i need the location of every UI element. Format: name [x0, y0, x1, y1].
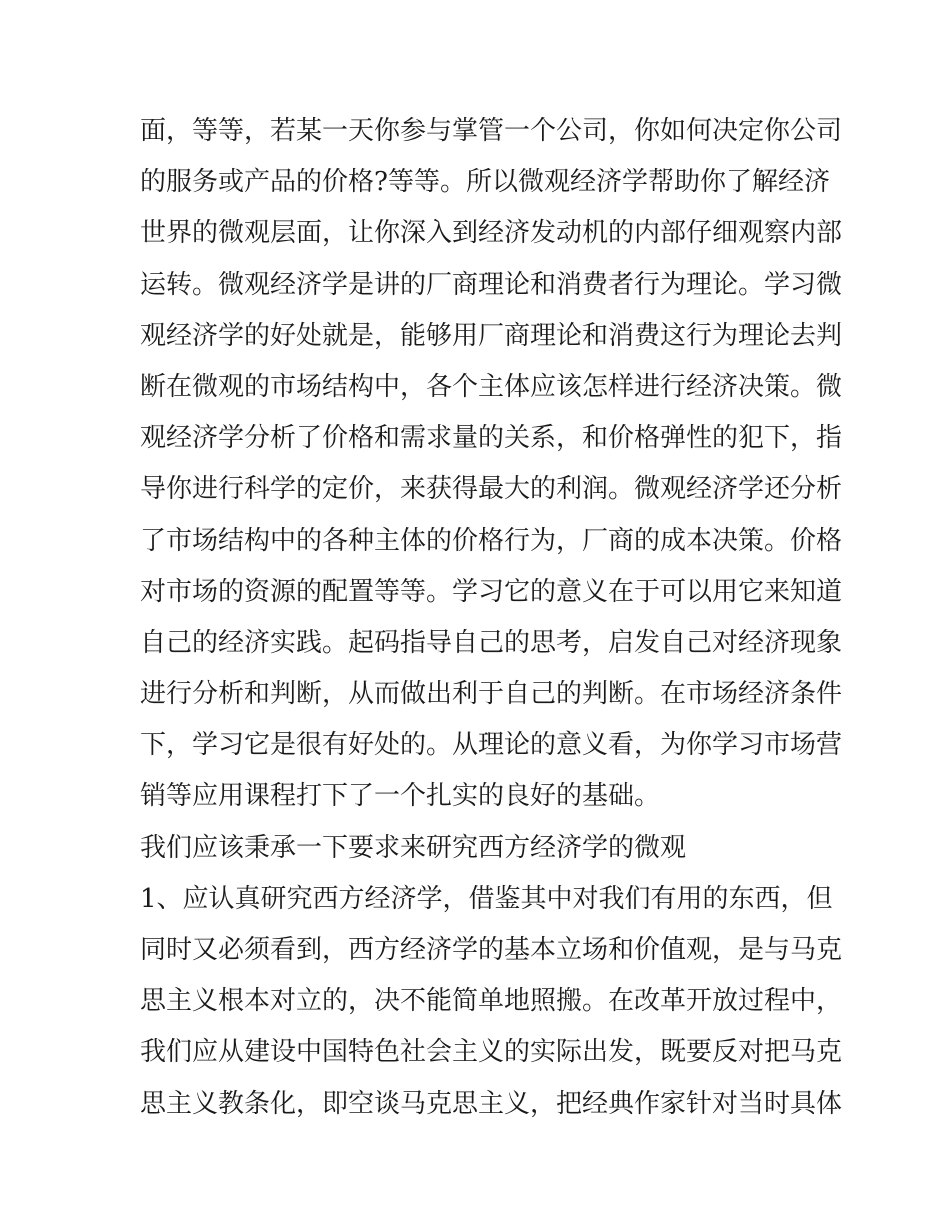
text-line: 下，学习它是很有好处的。从理论的意义看，为你学习市场营	[140, 730, 843, 761]
text-line: 同时又必须看到，西方经济学的基本立场和价值观，是与马克	[140, 935, 843, 965]
text-line: 我们应该秉承一下要求来研究西方经济学的微观	[140, 832, 687, 863]
text-line: 的服务或产品的价格?等等。所以微观经济学帮助你了解经济	[140, 167, 830, 198]
text-line: 自己的经济实践。起码指导自己的思考，启发自己对经济现象	[140, 627, 843, 658]
text-line: 对市场的资源的配置等等。学习它的意义在于可以用它来知道	[140, 576, 843, 607]
text-line: 世界的微观层面，让你深入到经济发动机的内部仔细观察内部	[140, 218, 843, 249]
text-line: 面，等等，若某一天你参与掌管一个公司，你如何决定你公司	[140, 116, 843, 146]
text-line: 我们应从建设中国特色社会主义的实际出发，既要反对把马克	[140, 1037, 843, 1068]
text-line: 进行分析和判断，从而做出利于自己的判断。在市场经济条件	[140, 679, 843, 710]
text-line: 运转。微观经济学是讲的厂商理论和消费者行为理论。学习微	[140, 269, 843, 300]
text-line: 思主义根本对立的，决不能简单地照搬。在改革开放过程中，	[140, 986, 843, 1017]
text-line: 了市场结构中的各种主体的价格行为，厂商的成本决策。价格	[140, 525, 843, 556]
text-line: 观经济学的好处就是，能够用厂商理论和消费这行为理论去判	[140, 320, 843, 351]
text-line: 1、应认真研究西方经济学，借鉴其中对我们有用的东西，但	[140, 883, 833, 914]
text-line: 断在微观的市场结构中，各个主体应该怎样进行经济决策。微	[140, 371, 843, 402]
body-text	[140, 106, 843, 1130]
text-line: 思主义教条化，即空谈马克思主义，把经典作家针对当时具体	[140, 1088, 843, 1119]
text-line: 销等应用课程打下了一个扎实的良好的基础。	[140, 781, 661, 812]
text-line: 观经济学分析了价格和需求量的关系，和价格弹性的犯下，指	[140, 423, 843, 454]
text-line: 导你进行科学的定价，来获得最大的利润。微观经济学还分析	[140, 474, 843, 505]
